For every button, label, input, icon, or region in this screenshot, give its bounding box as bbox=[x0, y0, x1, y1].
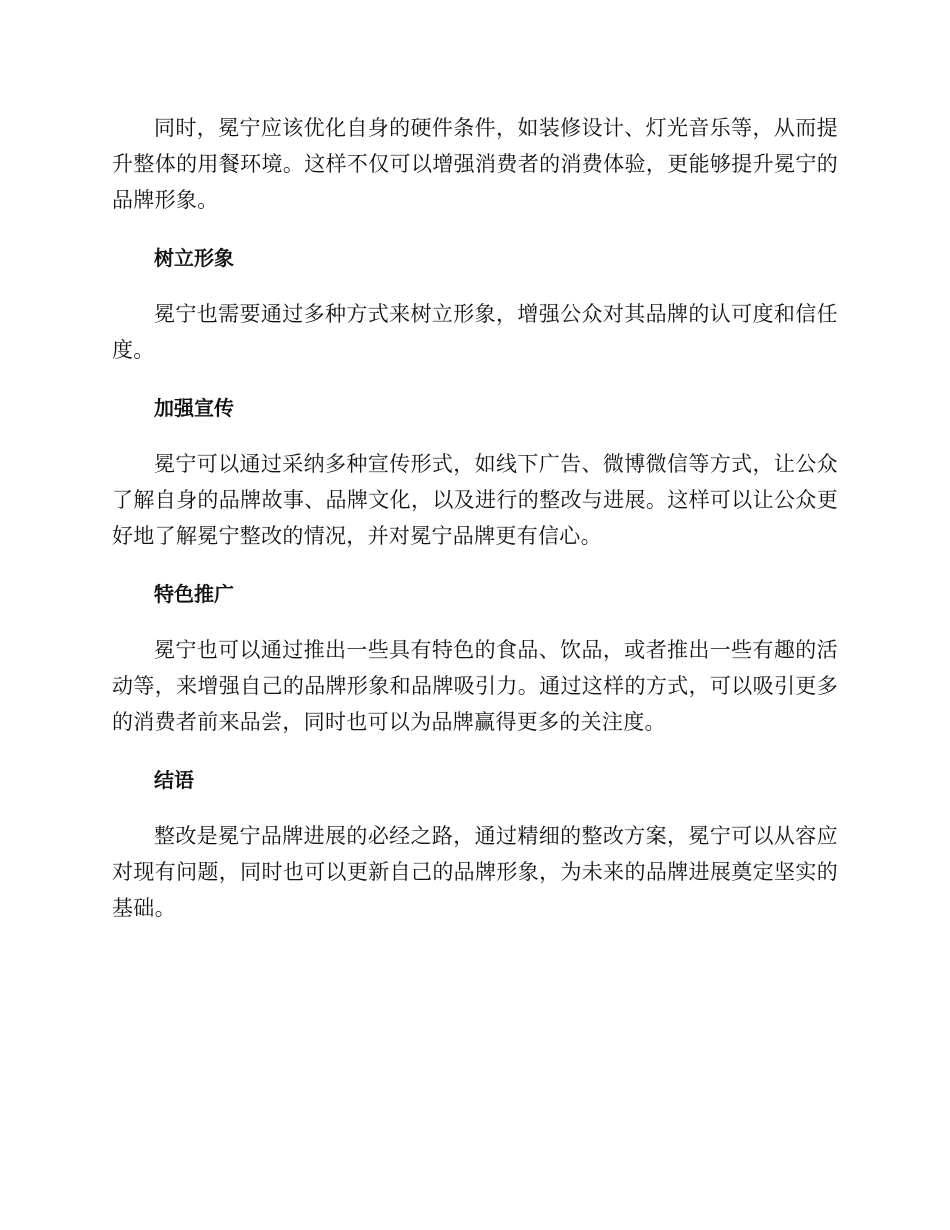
paragraph-featured-promotion: 冕宁也可以通过推出一些具有特色的食品、饮品，或者推出一些有趣的活动等，来增强自己的品牌形象和品牌吸引力。通过这样的方式，可以吸引更多的消费者前来品尝，同时也可以为品牌赢得更多的关注度。 bbox=[112, 638, 838, 734]
paragraph-hardware: 同时，冕宁应该优化自身的硬件条件，如装修设计、灯光音乐等，从而提升整体的用餐环境。这样不仅可以增强消费者的消费体验，更能够提升冕宁的品牌形象。 bbox=[112, 116, 838, 212]
heading-promotion: 加强宣传 bbox=[154, 396, 234, 420]
paragraph-build-image: 冕宁也需要通过多种方式来树立形象，增强公众对其品牌的认可度和信任度。 bbox=[112, 302, 838, 362]
heading-featured-promotion: 特色推广 bbox=[154, 582, 234, 606]
heading-build-image: 树立形象 bbox=[154, 246, 234, 270]
heading-conclusion: 结语 bbox=[154, 768, 194, 792]
paragraph-promotion: 冕宁可以通过采纳多种宣传形式，如线下广告、微博微信等方式，让公众了解自身的品牌故事、品牌文化，以及进行的整改与进展。这样可以让公众更好地了解冕宁整改的情况，并对冕宁品牌更有信心。 bbox=[112, 452, 838, 548]
paragraph-conclusion: 整改是冕宁品牌进展的必经之路，通过精细的整改方案，冕宁可以从容应对现有问题，同时也可以更新自己的品牌形象，为未来的品牌进展奠定坚实的基础。 bbox=[112, 824, 838, 920]
